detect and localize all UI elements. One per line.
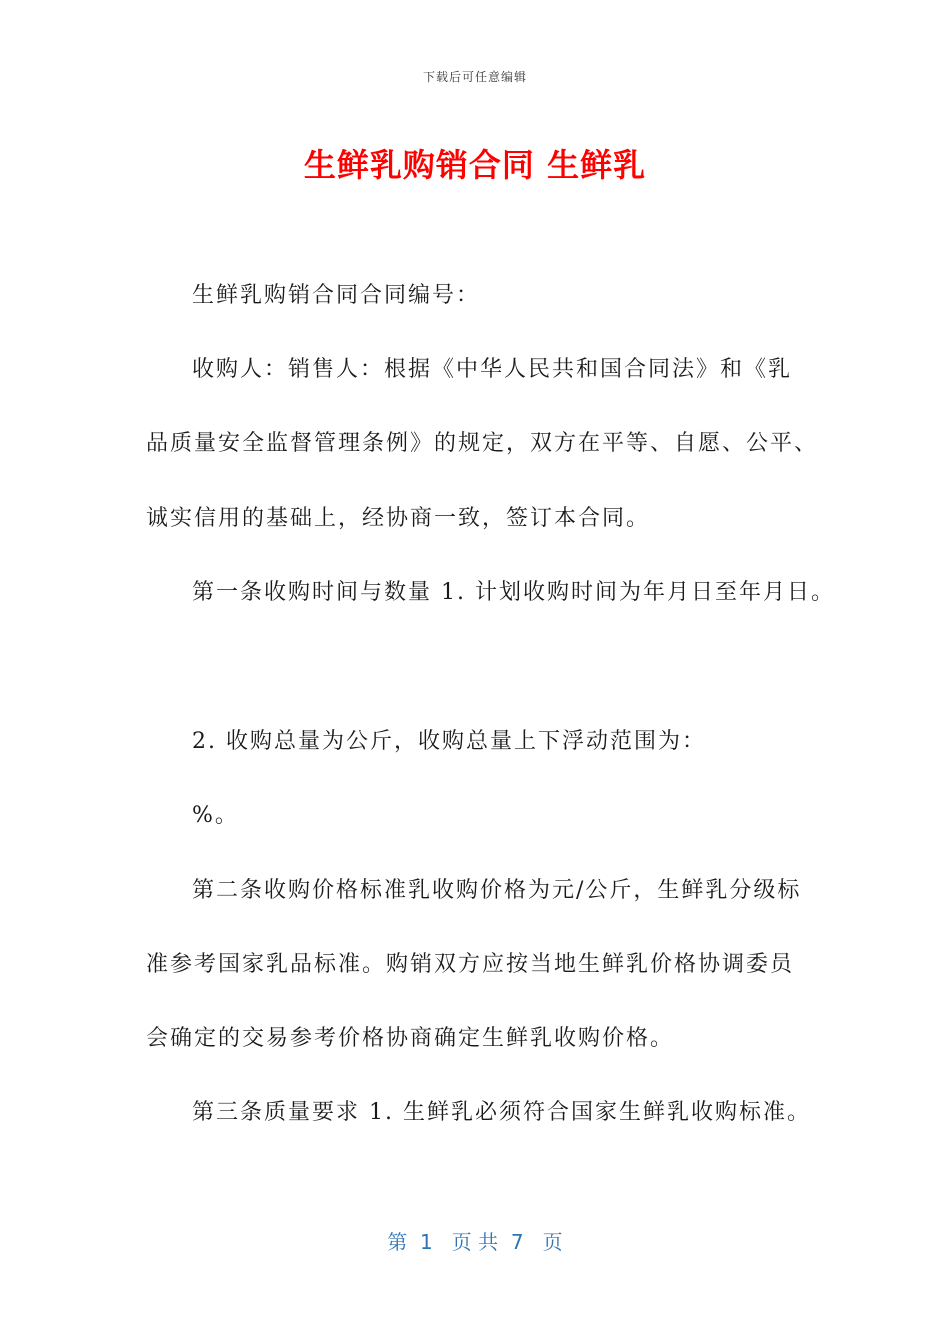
paragraph-line: 准参考国家乳品标准。购销双方应按当地生鲜乳价格协调委员 <box>146 952 795 977</box>
paragraph-line: 2. 收购总量为公斤，收购总量上下浮动范围为： <box>192 729 706 754</box>
paragraph-line: 收购人：销售人：根据《中华人民共和国合同法》和《乳 <box>192 357 793 382</box>
paragraph-line: %。 <box>192 803 239 828</box>
header-note: 下载后可任意编辑 <box>422 70 527 84</box>
paragraph-line: 第一条收购时间与数量 1. 计划收购时间为年月日至年月日。 <box>192 580 835 605</box>
page-footer: 第 1 页 共 7 页 <box>387 1230 563 1254</box>
paragraph-line: 会确定的交易参考价格协商确定生鲜乳收购价格。 <box>146 1026 675 1051</box>
paragraph-line: 品质量安全监督管理条例》的规定，双方在平等、自愿、公平、 <box>146 431 819 456</box>
paragraph-line: 生鲜乳购销合同合同编号： <box>192 283 481 308</box>
document-title: 生鲜乳购销合同 生鲜乳 <box>303 146 647 184</box>
paragraph-line: 第二条收购价格标准乳收购价格为元/公斤，生鲜乳分级标 <box>192 878 802 903</box>
paragraph-line: 诚实信用的基础上，经协商一致，签订本合同。 <box>146 506 651 531</box>
paragraph-line: 第三条质量要求 1. 生鲜乳必须符合国家生鲜乳收购标准。 <box>192 1100 811 1125</box>
